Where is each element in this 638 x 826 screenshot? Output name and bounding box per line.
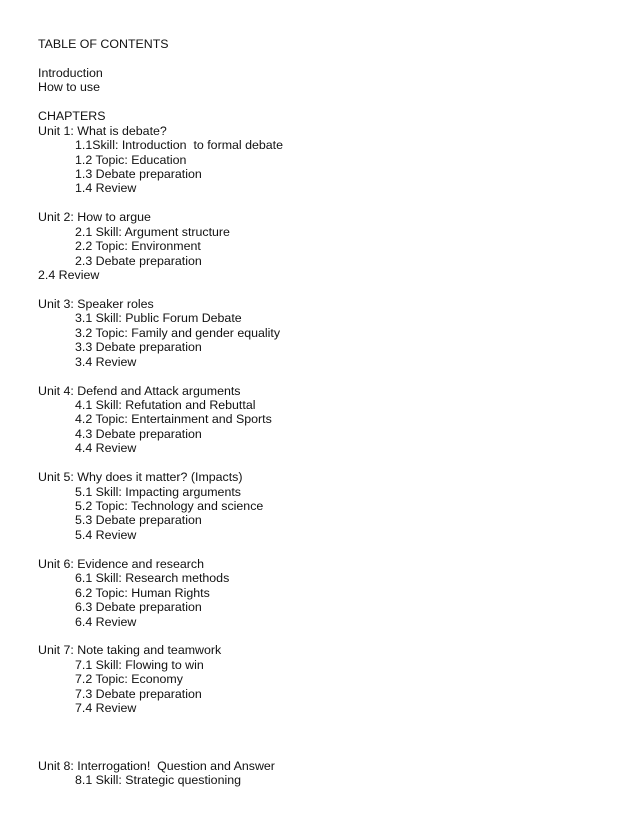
unit-7-item: 7.4 Review	[75, 701, 137, 716]
unit-4-item: 4.3 Debate preparation	[75, 426, 202, 441]
spacer	[38, 629, 618, 643]
unit-5-item: 5.4 Review	[75, 527, 137, 542]
unit-5-title: Unit 5: Why does it matter? (Impacts)	[38, 470, 243, 485]
unit-2-item: 2.2 Topic: Environment	[75, 239, 201, 254]
unit-6-item: 6.1 Skill: Research methods	[75, 571, 230, 586]
spacer	[38, 369, 618, 383]
spacer	[38, 456, 618, 470]
unit-4-title: Unit 4: Defend and Attack arguments	[38, 383, 241, 398]
unit-6-item: 6.4 Review	[75, 614, 137, 629]
unit-2-item: 2.1 Skill: Argument structure	[75, 224, 230, 239]
spacer	[38, 716, 618, 745]
unit-2-item-unindented: 2.4 Review	[38, 268, 100, 282]
spacer	[38, 282, 618, 296]
unit-5-item: 5.1 Skill: Impacting arguments	[75, 484, 241, 499]
front-matter-introduction: Introduction	[38, 65, 103, 80]
unit-6-item: 6.2 Topic: Human Rights	[75, 585, 210, 600]
unit-3-item: 3.4 Review	[75, 354, 137, 369]
unit-5-item: 5.2 Topic: Technology and science	[75, 499, 264, 513]
spacer	[38, 51, 618, 65]
unit-7-title: Unit 7: Note taking and teamwork	[38, 643, 222, 658]
unit-2-title: Unit 2: How to argue	[38, 210, 151, 225]
unit-3-item: 3.3 Debate preparation	[75, 340, 202, 355]
unit-8-item: 8.1 Skill: Strategic questioning	[75, 773, 241, 788]
unit-7-item: 7.2 Topic: Economy	[75, 672, 183, 687]
unit-4-item: 4.1 Skill: Refutation and Rebuttal	[75, 397, 256, 412]
unit-5-item: 5.3 Debate preparation	[75, 513, 202, 528]
unit-6-title: Unit 6: Evidence and research	[38, 556, 204, 571]
spacer	[38, 196, 618, 210]
unit-4-item: 4.2 Topic: Entertainment and Sports	[75, 412, 272, 427]
unit-1-item: 1.3 Debate preparation	[75, 166, 202, 181]
unit-7-item: 7.1 Skill: Flowing to win	[75, 657, 204, 672]
spacer	[38, 95, 618, 109]
unit-4-item: 4.4 Review	[75, 441, 137, 456]
unit-7-item: 7.3 Debate preparation	[75, 686, 202, 701]
front-matter-how-to-use: How to use	[38, 80, 100, 95]
chapters-heading: CHAPTERS	[38, 109, 106, 124]
unit-1-title: Unit 1: What is debate?	[38, 123, 167, 138]
unit-1-item: 1.4 Review	[75, 181, 137, 196]
unit-3-title: Unit 3: Speaker roles	[38, 296, 154, 311]
unit-6-item: 6.3 Debate preparation	[75, 600, 202, 615]
unit-1-item: 1.2 Topic: Education	[75, 152, 187, 167]
spacer	[38, 744, 618, 758]
document-page	[38, 37, 618, 788]
unit-8-title: Unit 8: Interrogation! Question and Answer	[38, 758, 275, 773]
unit-1-item: 1.1Skill: Introduction to formal debate	[75, 138, 284, 153]
toc-title: TABLE OF CONTENTS	[38, 37, 169, 51]
unit-3-item: 3.2 Topic: Family and gender equality	[75, 325, 281, 340]
unit-3-item: 3.1 Skill: Public Forum Debate	[75, 311, 242, 326]
spacer	[38, 542, 618, 556]
unit-2-item: 2.3 Debate preparation	[75, 253, 202, 268]
